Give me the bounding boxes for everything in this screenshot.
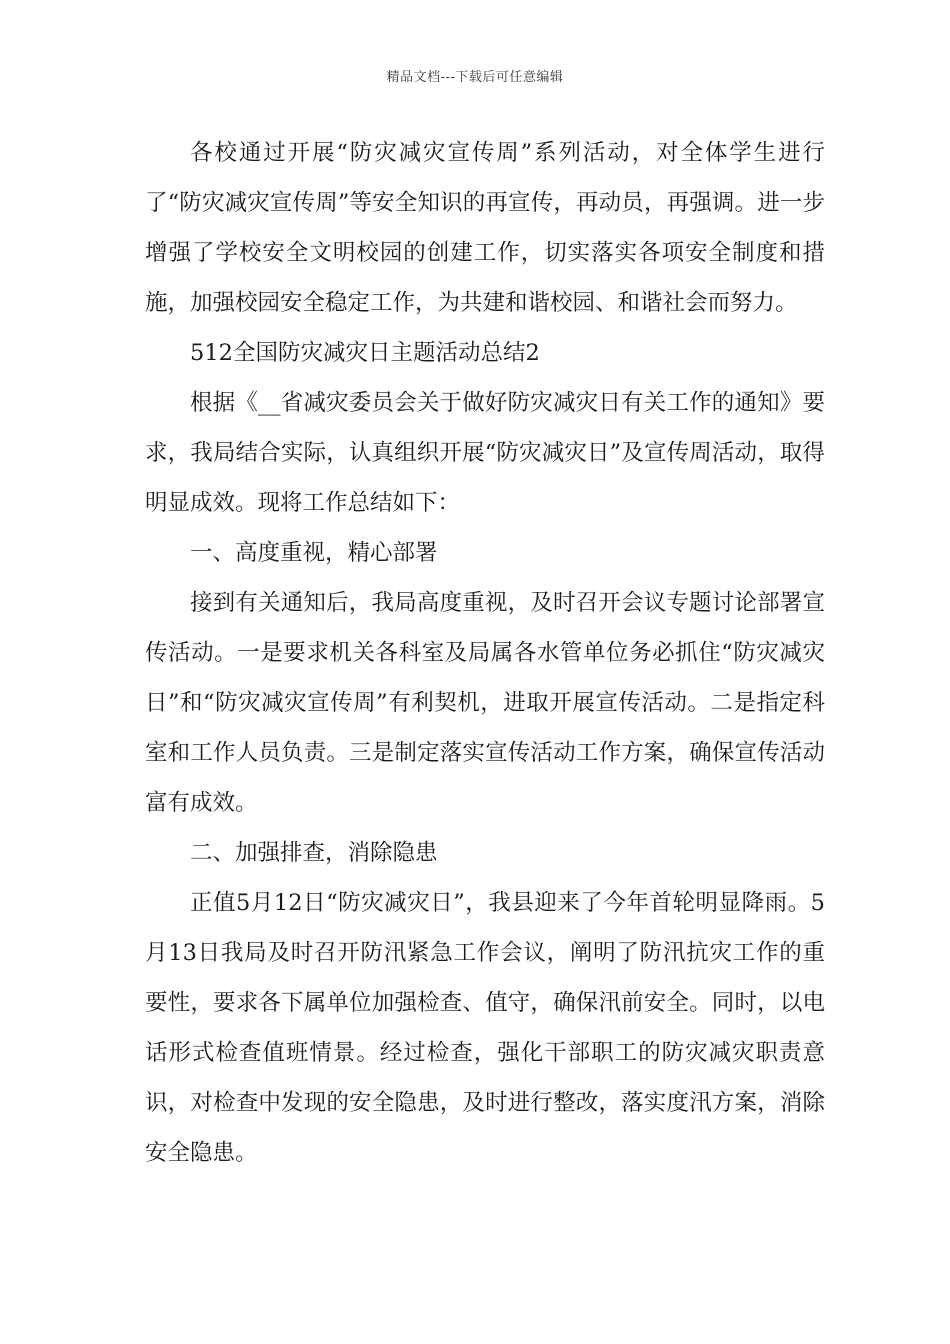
paragraph-intro: 根据《__省减灾委员会关于做好防灾减灾日有关工作的通知》要求，我局结合实际，认真组织开展“防灾减灾日”及宣传周活动，取得明显成效。现将工作总结如下： [145,390,825,516]
paragraph-deployment: 接到有关通知后，我局高度重视，及时召开会议专题讨论部署宣传活动。一是要求机关各科室及局属各水管单位务必抓住“防灾减灾日”和“防灾减灾宣传周”有利契机，进取开展宣传活动。二是指定科室和工作人员负责。三是制定落实宣传活动工作方案，确保宣传活动富有成效。 [145,590,825,816]
section-heading-1: 一、高度重视，精心部署 [190,540,438,566]
document-body [145,128,825,1178]
page-header: 精品文档---下载后可任意编辑 [386,70,564,85]
paragraph-inspection: 正值5月12日“防灾减灾日”，我县迎来了今年首轮明显降雨。5月13日我局及时召开防汛紧急工作会议，阐明了防汛抗灾工作的重要性，要求各下属单位加强检查、值守，确保汛前安全。同时，以电话形式检查值班情景。经过检查，强化干部职工的防灾减灾职责意识，对检查中发现的安全隐患，及时进行整改，落实度汛方案，消除安全隐患。 [145,890,825,1166]
paragraph-campus-activities: 各校通过开展“防灾减灾宣传周”系列活动，对全体学生进行了“防灾减灾宣传周”等安全知识的再宣传，再动员，再强调。进一步增强了学校安全文明校园的创建工作，切实落实各项安全制度和措施，加强校园安全稳定工作，为共建和谐校园、和谐社会而努力。 [145,140,825,316]
section-heading-2: 二、加强排查，消除隐患 [190,840,438,866]
section-title: 512全国防灾减灾日主题活动总结2 [190,340,540,366]
